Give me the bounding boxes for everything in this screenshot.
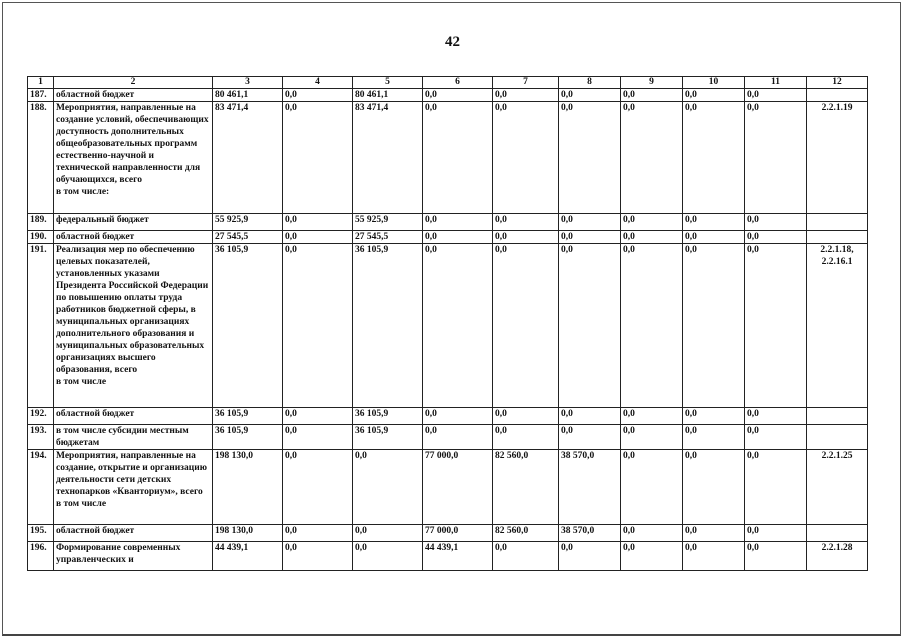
value-cell: 0,0 xyxy=(621,542,683,571)
column-header: 3 xyxy=(213,77,283,89)
row-number-cell: 195. xyxy=(28,525,54,542)
reference-cell xyxy=(807,231,868,244)
description-cell: Мероприятия, направленные на создание условий, обеспечивающих доступность дополнительных общеобразовательных программ естественно-научной и технической направленности для обучающихся, всего в том числе: xyxy=(54,102,213,214)
value-cell: 0,0 xyxy=(621,231,683,244)
value-cell: 0,0 xyxy=(283,408,353,425)
value-cell: 80 461,1 xyxy=(353,89,423,102)
description-cell: областной бюджет xyxy=(54,525,213,542)
value-cell: 36 105,9 xyxy=(353,244,423,408)
value-cell: 0,0 xyxy=(559,425,621,450)
value-cell: 36 105,9 xyxy=(353,425,423,450)
budget-table xyxy=(27,76,868,571)
value-cell: 0,0 xyxy=(621,244,683,408)
value-cell: 0,0 xyxy=(283,542,353,571)
reference-cell: 2.2.1.28 xyxy=(807,542,868,571)
value-cell: 0,0 xyxy=(423,231,493,244)
value-cell: 0,0 xyxy=(283,525,353,542)
row-number-cell: 192. xyxy=(28,408,54,425)
description-cell: Реализация мер по обеспечению целевых показателей, установленных указами Президента Российской Федерации по повышению оплаты труда работников бюджетной сферы, в муниципальных организациях дополнительного образования и муниципальных образовательных организациях высшего образования, всего в том числе xyxy=(54,244,213,408)
value-cell: 36 105,9 xyxy=(213,408,283,425)
value-cell: 0,0 xyxy=(493,244,559,408)
column-header: 2 xyxy=(54,77,213,89)
value-cell: 0,0 xyxy=(283,214,353,231)
value-cell: 0,0 xyxy=(621,450,683,525)
value-cell: 36 105,9 xyxy=(213,244,283,408)
row-number-cell: 187. xyxy=(28,89,54,102)
value-cell: 0,0 xyxy=(621,102,683,214)
value-cell: 44 439,1 xyxy=(423,542,493,571)
value-cell: 0,0 xyxy=(745,408,807,425)
column-header: 4 xyxy=(283,77,353,89)
table-row xyxy=(28,244,868,408)
value-cell: 0,0 xyxy=(283,244,353,408)
description-cell: федеральный бюджет xyxy=(54,214,213,231)
column-header: 10 xyxy=(683,77,745,89)
reference-cell: 2.2.1.19 xyxy=(807,102,868,214)
row-number-cell: 193. xyxy=(28,425,54,450)
value-cell: 0,0 xyxy=(559,89,621,102)
value-cell: 0,0 xyxy=(621,89,683,102)
value-cell: 198 130,0 xyxy=(213,450,283,525)
value-cell: 0,0 xyxy=(283,450,353,525)
value-cell: 0,0 xyxy=(621,525,683,542)
description-cell: областной бюджет xyxy=(54,408,213,425)
reference-cell xyxy=(807,214,868,231)
reference-cell: 2.2.1.18, 2.2.16.1 xyxy=(807,244,868,408)
value-cell: 0,0 xyxy=(683,214,745,231)
reference-cell: 2.2.1.25 xyxy=(807,450,868,525)
value-cell: 55 925,9 xyxy=(213,214,283,231)
table-row xyxy=(28,542,868,571)
table-row xyxy=(28,408,868,425)
value-cell: 0,0 xyxy=(683,408,745,425)
value-cell: 0,0 xyxy=(745,102,807,214)
description-cell: Мероприятия, направленные на создание, открытие и организацию деятельности сети детских технопарков «Кванториум», всего в том числе xyxy=(54,450,213,525)
value-cell: 0,0 xyxy=(353,542,423,571)
column-header: 11 xyxy=(745,77,807,89)
row-number-cell: 194. xyxy=(28,450,54,525)
value-cell: 0,0 xyxy=(683,89,745,102)
value-cell: 0,0 xyxy=(283,231,353,244)
value-cell: 27 545,5 xyxy=(213,231,283,244)
column-header: 12 xyxy=(807,77,868,89)
value-cell: 0,0 xyxy=(745,425,807,450)
value-cell: 0,0 xyxy=(559,542,621,571)
column-header: 5 xyxy=(353,77,423,89)
description-cell: Формирование современных управленческих и xyxy=(54,542,213,571)
value-cell: 0,0 xyxy=(493,102,559,214)
reference-cell xyxy=(807,89,868,102)
value-cell: 0,0 xyxy=(683,450,745,525)
value-cell: 0,0 xyxy=(493,408,559,425)
value-cell: 0,0 xyxy=(423,408,493,425)
value-cell: 0,0 xyxy=(423,244,493,408)
value-cell: 0,0 xyxy=(493,89,559,102)
value-cell: 0,0 xyxy=(423,425,493,450)
value-cell: 0,0 xyxy=(559,244,621,408)
table-row xyxy=(28,525,868,542)
value-cell: 0,0 xyxy=(621,214,683,231)
value-cell: 0,0 xyxy=(745,525,807,542)
value-cell: 44 439,1 xyxy=(213,542,283,571)
table-row xyxy=(28,214,868,231)
row-number-cell: 189. xyxy=(28,214,54,231)
value-cell: 83 471,4 xyxy=(353,102,423,214)
value-cell: 77 000,0 xyxy=(423,450,493,525)
value-cell: 36 105,9 xyxy=(213,425,283,450)
value-cell: 82 560,0 xyxy=(493,525,559,542)
reference-cell xyxy=(807,408,868,425)
value-cell: 0,0 xyxy=(283,425,353,450)
value-cell: 0,0 xyxy=(423,102,493,214)
table-row xyxy=(28,231,868,244)
row-number-cell: 188. xyxy=(28,102,54,214)
value-cell: 82 560,0 xyxy=(493,450,559,525)
description-cell: областной бюджет xyxy=(54,89,213,102)
description-cell: в том числе субсидии местным бюджетам xyxy=(54,425,213,450)
value-cell: 0,0 xyxy=(621,408,683,425)
value-cell: 0,0 xyxy=(559,408,621,425)
row-number-cell: 196. xyxy=(28,542,54,571)
value-cell: 0,0 xyxy=(745,214,807,231)
column-header: 7 xyxy=(493,77,559,89)
column-header: 8 xyxy=(559,77,621,89)
value-cell: 0,0 xyxy=(683,542,745,571)
value-cell: 36 105,9 xyxy=(353,408,423,425)
value-cell: 80 461,1 xyxy=(213,89,283,102)
value-cell: 55 925,9 xyxy=(353,214,423,231)
value-cell: 0,0 xyxy=(559,231,621,244)
value-cell: 77 000,0 xyxy=(423,525,493,542)
description-cell: областной бюджет xyxy=(54,231,213,244)
value-cell: 0,0 xyxy=(559,214,621,231)
value-cell: 0,0 xyxy=(745,231,807,244)
value-cell: 0,0 xyxy=(493,231,559,244)
value-cell: 0,0 xyxy=(559,102,621,214)
row-number-cell: 190. xyxy=(28,231,54,244)
value-cell: 0,0 xyxy=(493,542,559,571)
row-number-cell: 191. xyxy=(28,244,54,408)
page-number: 42 xyxy=(445,34,460,50)
value-cell: 0,0 xyxy=(683,231,745,244)
reference-cell xyxy=(807,525,868,542)
value-cell: 0,0 xyxy=(423,89,493,102)
value-cell: 0,0 xyxy=(283,102,353,214)
table-row xyxy=(28,425,868,450)
table-row xyxy=(28,450,868,525)
value-cell: 0,0 xyxy=(683,525,745,542)
value-cell: 0,0 xyxy=(745,89,807,102)
value-cell: 0,0 xyxy=(621,425,683,450)
value-cell: 198 130,0 xyxy=(213,525,283,542)
reference-cell xyxy=(807,425,868,450)
value-cell: 0,0 xyxy=(283,89,353,102)
value-cell: 27 545,5 xyxy=(353,231,423,244)
value-cell: 0,0 xyxy=(493,425,559,450)
table-body xyxy=(28,77,868,571)
value-cell: 0,0 xyxy=(353,450,423,525)
value-cell: 0,0 xyxy=(683,102,745,214)
value-cell: 83 471,4 xyxy=(213,102,283,214)
table-header-row xyxy=(28,77,868,89)
value-cell: 0,0 xyxy=(683,244,745,408)
value-cell: 0,0 xyxy=(353,525,423,542)
table-row xyxy=(28,102,868,214)
table-row xyxy=(28,89,868,102)
value-cell: 0,0 xyxy=(745,244,807,408)
column-header: 1 xyxy=(28,77,54,89)
value-cell: 0,0 xyxy=(745,542,807,571)
value-cell: 0,0 xyxy=(423,214,493,231)
column-header: 6 xyxy=(423,77,493,89)
value-cell: 0,0 xyxy=(683,425,745,450)
value-cell: 0,0 xyxy=(493,214,559,231)
value-cell: 0,0 xyxy=(745,450,807,525)
value-cell: 38 570,0 xyxy=(559,450,621,525)
value-cell: 38 570,0 xyxy=(559,525,621,542)
column-header: 9 xyxy=(621,77,683,89)
